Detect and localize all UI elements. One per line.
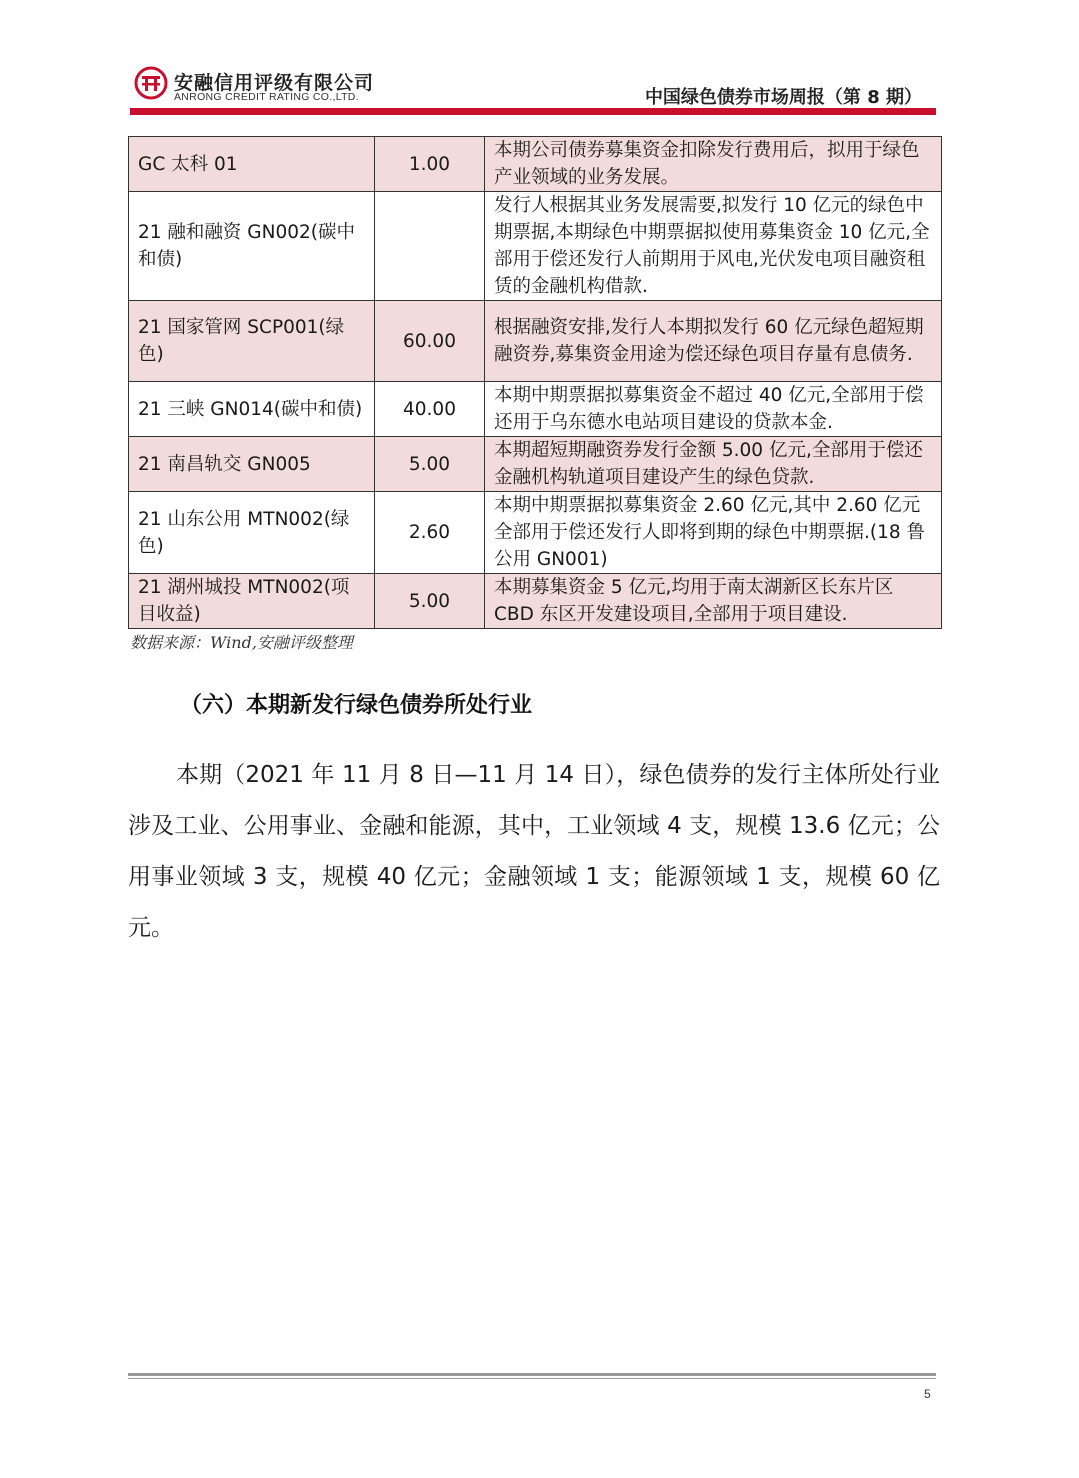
bond-usage-cell: 本期中期票据拟募集资金不超过 40 亿元,全部用于偿还用于乌东德水电站项目建设的贷款本金. (485, 382, 942, 437)
bond-usage-cell: 本期中期票据拟募集资金 2.60 亿元,其中 2.60 亿元全部用于偿还发行人即将到期的绿色中期票据.(18 鲁公用 GN001) (485, 492, 942, 574)
company-name-en: ANRONG CREDIT RATING CO.,LTD. (174, 91, 359, 103)
footer-divider (128, 1373, 936, 1376)
bond-amount-cell: 60.00 (375, 301, 485, 382)
body-paragraph: 本期（2021 年 11 月 8 日—11 月 14 日），绿色债券的发行主体所处行业涉及工业、公用事业、金融和能源，其中，工业领域 4 支，规模 13.6 亿元；公用事业领域 3 支，规模 40 亿元；金融领域 1 支；能源领域 1 支，规模 60 亿元。 (128, 762, 940, 941)
table-row (129, 437, 942, 492)
bond-name-cell: 21 融和融资 GN002(碳中和债) (129, 192, 375, 301)
bond-usage-cell: 本期募集资金 5 亿元,均用于南太湖新区长东片区 CBD 东区开发建设项目,全部用于项目建设. (485, 574, 942, 629)
bond-name-cell: 21 湖州城投 MTN002(项目收益) (129, 574, 375, 629)
bond-amount-cell: 2.60 (375, 492, 485, 574)
header-divider (130, 108, 936, 115)
bond-amount-cell (375, 192, 485, 301)
anrong-logo-icon (134, 66, 168, 100)
table-row (129, 192, 942, 301)
bond-amount-cell: 40.00 (375, 382, 485, 437)
bond-usage-cell: 根据融资安排,发行人本期拟发行 60 亿元绿色超短期融资券,募集资金用途为偿还绿色项目存量有息债务. (485, 301, 942, 382)
report-title: 中国绿色债券市场周报（第 8 期） (644, 87, 922, 108)
bond-amount-cell: 5.00 (375, 574, 485, 629)
table-row (129, 301, 942, 382)
table-row (129, 137, 942, 192)
company-name-cn: 安融信用评级有限公司 (174, 72, 375, 94)
page-header (130, 64, 936, 118)
bond-usage-cell: 发行人根据其业务发展需要,拟发行 10 亿元的绿色中期票据,本期绿色中期票据拟使用募集资金 10 亿元,全部用于偿还发行人前期用于风电,光伏发电项目融资租赁的金融机构借款. (485, 192, 942, 301)
bond-usage-cell: 本期公司债券募集资金扣除发行费用后，拟用于绿色产业领域的业务发展。 (485, 137, 942, 192)
data-source-note: 数据来源：Wind,安融评级整理 (130, 633, 353, 652)
page-number: 5 (924, 1387, 931, 1401)
bond-table (128, 136, 942, 629)
bond-amount-cell: 1.00 (375, 137, 485, 192)
table-row (129, 382, 942, 437)
bond-name-cell: 21 三峡 GN014(碳中和债) (129, 382, 375, 437)
bond-name-cell: 21 山东公用 MTN002(绿色) (129, 492, 375, 574)
table-row (129, 574, 942, 629)
bond-usage-cell: 本期超短期融资券发行金额 5.00 亿元,全部用于偿还金融机构轨道项目建设产生的绿色贷款. (485, 437, 942, 492)
table-row (129, 492, 942, 574)
bond-amount-cell: 5.00 (375, 437, 485, 492)
bond-name-cell: 21 南昌轨交 GN005 (129, 437, 375, 492)
footer-divider-thin (128, 1378, 936, 1379)
bond-name-cell: GC 太科 01 (129, 137, 375, 192)
bond-name-cell: 21 国家管网 SCP001(绿色) (129, 301, 375, 382)
section-heading: （六）本期新发行绿色债券所处行业 (180, 693, 533, 718)
